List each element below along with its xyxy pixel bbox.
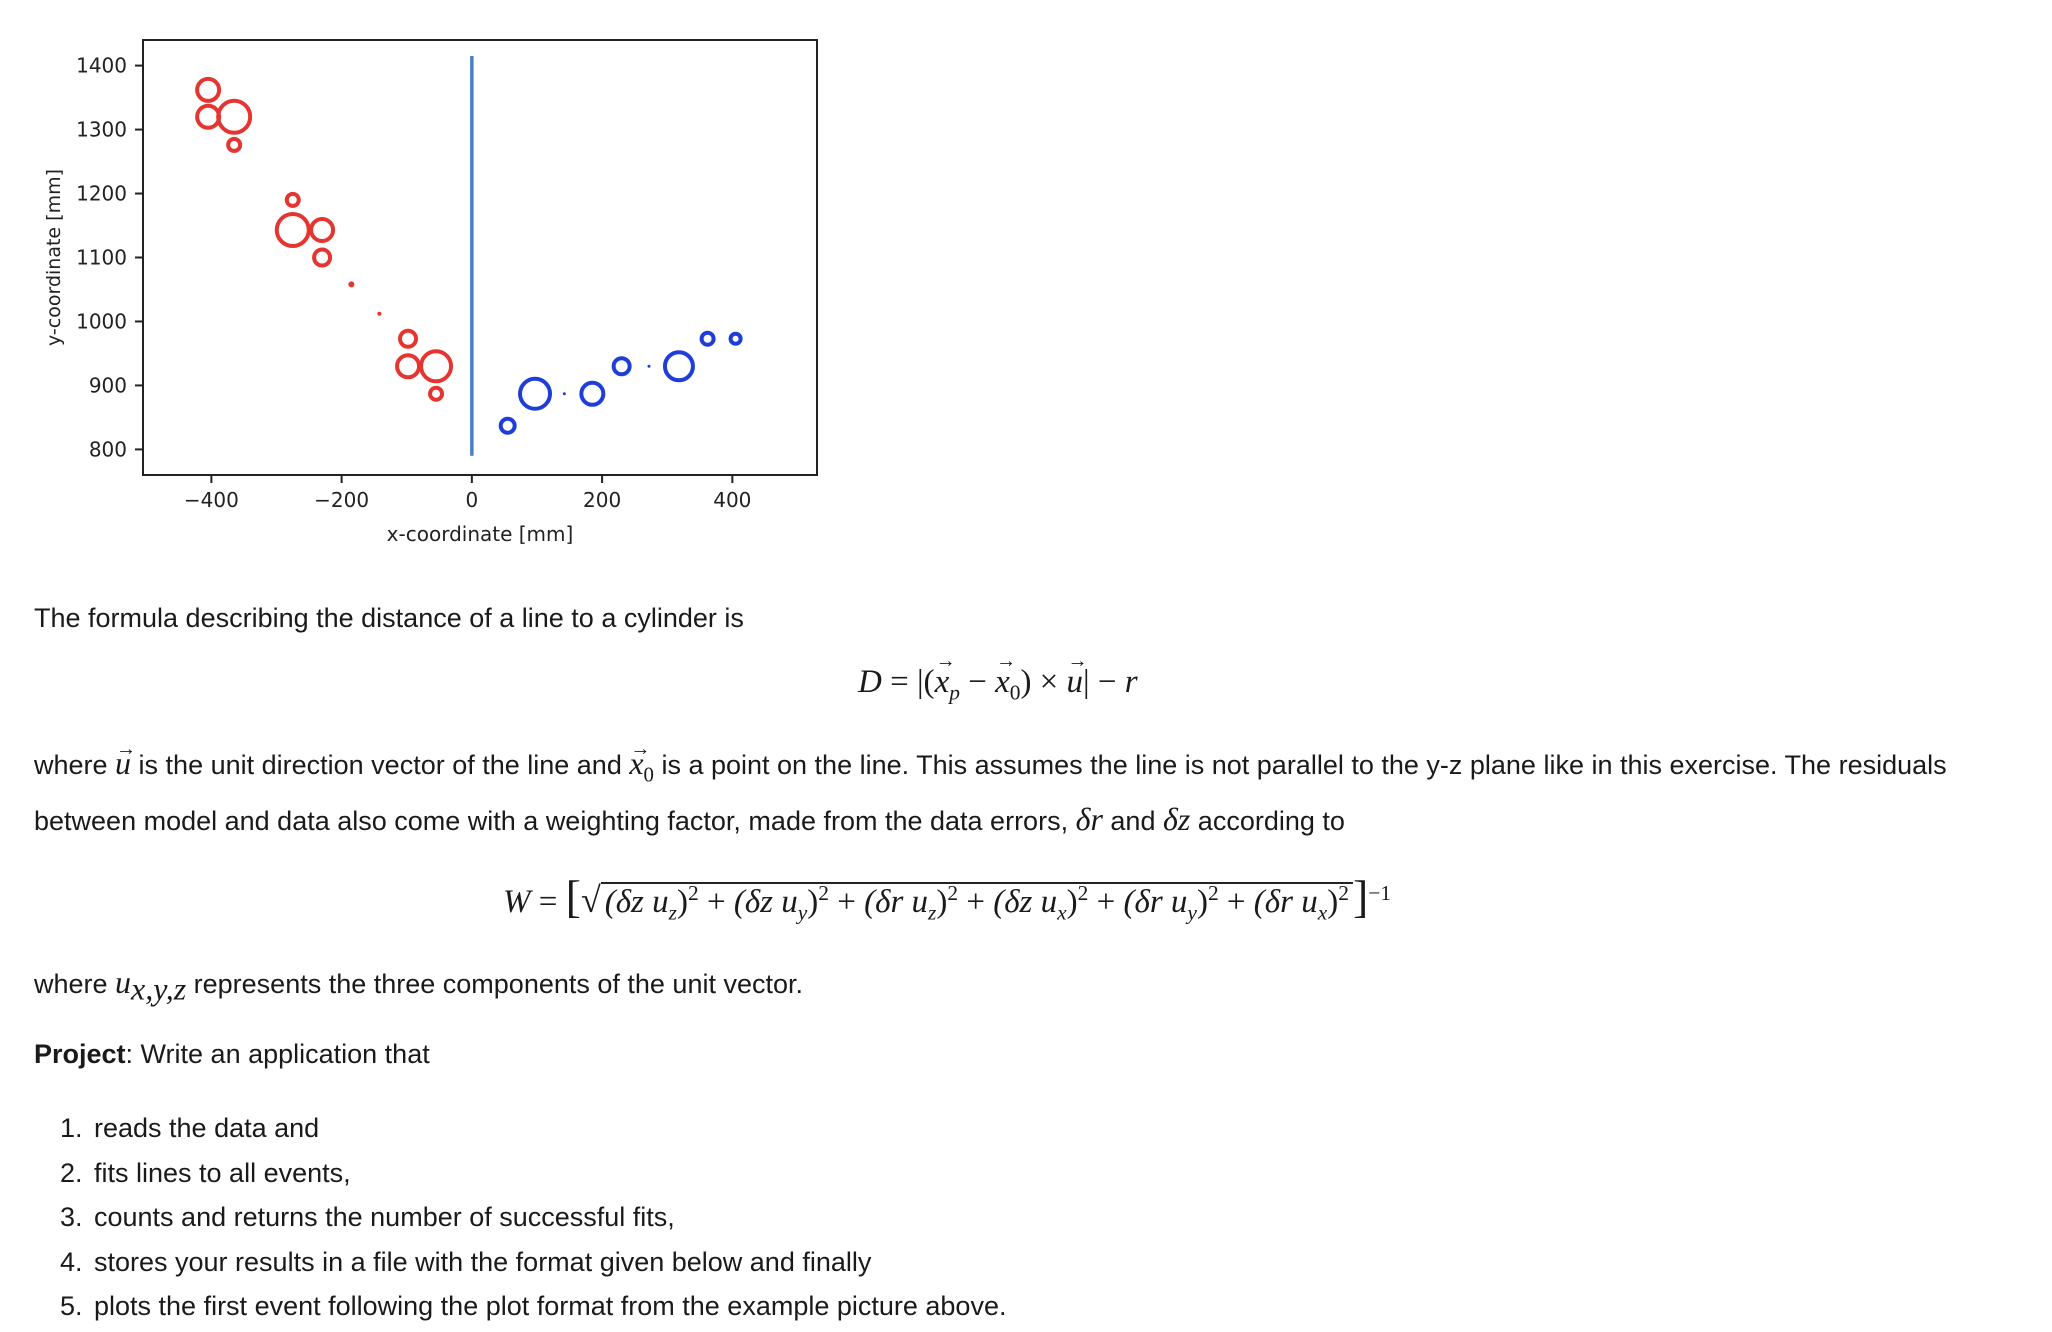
- data-point-left: [218, 101, 250, 133]
- data-point-right: [563, 392, 566, 395]
- data-point-left: [311, 219, 333, 241]
- task-item: 1. reads the data and: [90, 1106, 1006, 1151]
- task-item: 4. stores your results in a file with the format given below and finally: [90, 1240, 1006, 1285]
- data-point-left: [430, 388, 442, 400]
- data-point-left: [277, 214, 309, 246]
- where-paragraph: where → u is the unit direction vector of the line and → $x_0$ is a point on the line. This assumes the line is not parallel to the y-z plane like in this exercise. The residuals between model and data also come with a weighting factor, made from the data errors, δr and δz according to: [34, 741, 2024, 843]
- x-axis-label: x-coordinate [mm]: [386, 522, 574, 546]
- data-point-right: [731, 334, 741, 344]
- weight-equation: W = [√ (δz $u_z)^2 + (\delta z$ $u_y)^2 + (\delta r$ $u_z)^2 + (\delta z$ $u_x)^2 + (\delta r$ $u_y)^2 + (\delta r$ $u_x)^2]^{-1}$: [503, 871, 1392, 925]
- intro-text: The formula describing the distance of a line to a cylinder is: [34, 603, 744, 633]
- y-tick-label: 1100: [76, 245, 127, 270]
- data-point-right: [665, 352, 693, 380]
- y-tick-label: 1200: [76, 181, 127, 206]
- data-point-right: [501, 419, 515, 433]
- data-point-left: [400, 331, 416, 347]
- x-tick-label: −200: [314, 488, 370, 512]
- data-point-left: [287, 194, 299, 206]
- task-item: 3. counts and returns the number of successful fits,: [90, 1195, 1006, 1240]
- y-tick-label: 900: [88, 373, 127, 398]
- x-tick-label: 0: [465, 488, 479, 512]
- task-item: 5. plots the first event following the plot format from the example picture above.: [90, 1284, 1006, 1329]
- y-axis-label: y-coordinate [mm]: [43, 169, 65, 346]
- project-line: Project: Write an application that: [34, 1039, 430, 1069]
- data-point-left: [314, 250, 330, 266]
- x-tick-label: −400: [183, 488, 239, 512]
- y-tick-label: 1000: [76, 309, 127, 334]
- data-point-left: [197, 79, 219, 101]
- data-point-left: [228, 139, 240, 151]
- data-point-right: [581, 383, 603, 405]
- data-point-right: [702, 333, 714, 345]
- task-item: 2. fits lines to all events,: [90, 1151, 1006, 1196]
- y-tick-label: 1300: [76, 117, 127, 142]
- components-text: where $u_{x,y,z}$ represents the three components of the unit vector.: [34, 964, 804, 1007]
- distance-equation: D = |(→ $x_p$ − → $x_0$) × → u| − r: [858, 664, 1138, 706]
- x-tick-label: 200: [583, 488, 622, 512]
- data-point-left: [197, 106, 219, 128]
- data-point-right: [647, 365, 650, 368]
- y-tick-label: 800: [88, 437, 127, 462]
- data-point-left: [348, 281, 354, 287]
- data-point-left: [421, 351, 451, 381]
- data-point-right: [520, 379, 550, 409]
- scatter-chart: [0, 0, 850, 560]
- y-tick-label: 1400: [76, 53, 127, 78]
- data-point-left: [397, 355, 419, 377]
- data-point-left: [377, 312, 381, 316]
- data-point-right: [614, 358, 630, 374]
- x-tick-label: 400: [713, 488, 752, 512]
- task-list: [34, 1106, 1006, 1329]
